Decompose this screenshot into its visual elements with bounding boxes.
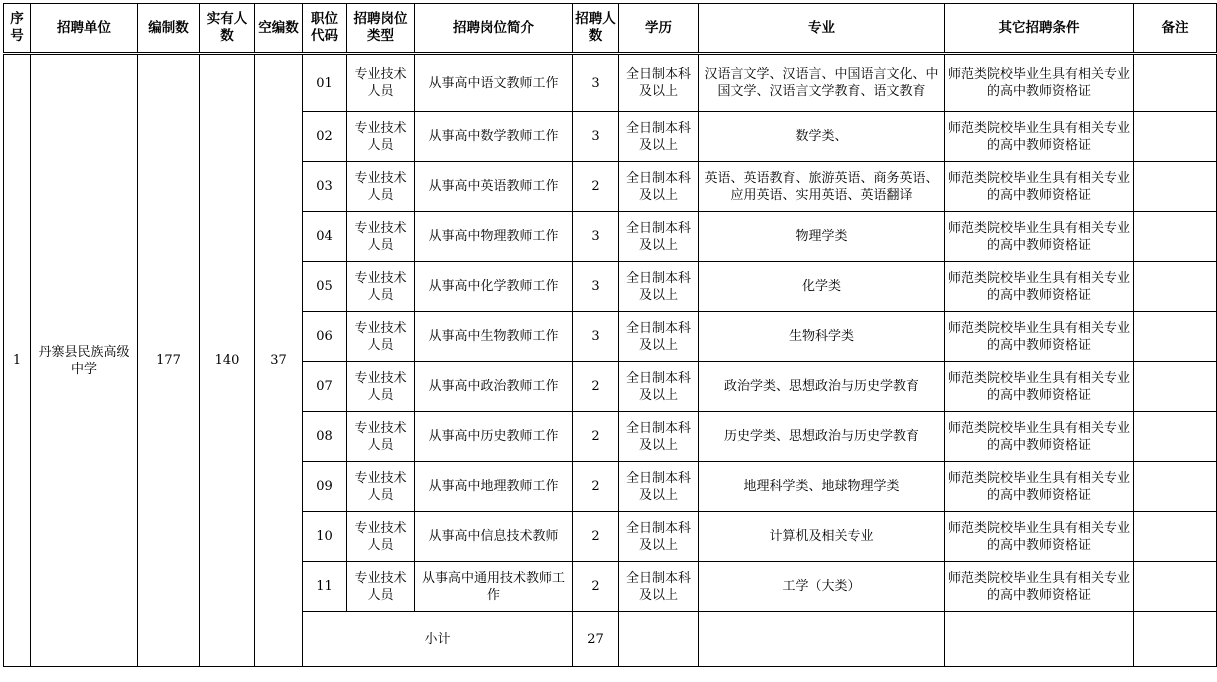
position-major: 英语、英语教育、旅游英语、商务英语、应用英语、实用英语、英语翻译 [699,162,945,212]
position-note [1134,162,1217,212]
header-code: 职位代码 [303,4,347,53]
position-other-conditions: 师范类院校毕业生具有相关专业的高中教师资格证 [945,312,1134,362]
position-major: 生物科学类 [699,312,945,362]
position-education: 全日制本科及以上 [619,162,699,212]
table-row [4,55,1217,112]
position-intro: 从事高中政治教师工作 [415,362,573,412]
unit-quota: 177 [138,55,200,667]
position-code: 10 [303,512,347,562]
header-type: 招聘岗位类型 [347,4,415,53]
position-intro: 从事高中信息技术教师 [415,512,573,562]
position-other-conditions: 师范类院校毕业生具有相关专业的高中教师资格证 [945,162,1134,212]
position-intro: 从事高中通用技术教师工作 [415,562,573,612]
position-education: 全日制本科及以上 [619,412,699,462]
header-unit: 招聘单位 [31,4,138,53]
subtotal-label: 小计 [303,612,573,667]
position-education: 全日制本科及以上 [619,55,699,112]
header-vacant: 空编数 [255,4,303,53]
position-note [1134,562,1217,612]
position-education: 全日制本科及以上 [619,562,699,612]
unit-name: 丹寨县民族高级中学 [31,55,138,667]
position-type: 专业技术人员 [347,212,415,262]
position-type: 专业技术人员 [347,562,415,612]
position-other-conditions: 师范类院校毕业生具有相关专业的高中教师资格证 [945,562,1134,612]
position-note [1134,362,1217,412]
position-other-conditions: 师范类院校毕业生具有相关专业的高中教师资格证 [945,212,1134,262]
header-seq: 序号 [4,4,31,53]
position-type: 专业技术人员 [347,112,415,162]
position-other-conditions: 师范类院校毕业生具有相关专业的高中教师资格证 [945,262,1134,312]
unit-vacant: 37 [255,55,303,667]
position-count: 2 [573,362,619,412]
header-major: 专业 [699,4,945,53]
position-education: 全日制本科及以上 [619,312,699,362]
position-other-conditions: 师范类院校毕业生具有相关专业的高中教师资格证 [945,55,1134,112]
position-count: 3 [573,312,619,362]
position-count: 2 [573,462,619,512]
subtotal-note-empty [1134,612,1217,667]
position-education: 全日制本科及以上 [619,512,699,562]
position-other-conditions: 师范类院校毕业生具有相关专业的高中教师资格证 [945,412,1134,462]
position-intro: 从事高中物理教师工作 [415,212,573,262]
subtotal-count: 27 [573,612,619,667]
subtotal-major-empty [699,612,945,667]
position-count: 3 [573,112,619,162]
position-education: 全日制本科及以上 [619,462,699,512]
position-code: 06 [303,312,347,362]
position-intro: 从事高中地理教师工作 [415,462,573,512]
position-code: 08 [303,412,347,462]
recruitment-table [3,3,1217,667]
position-count: 2 [573,162,619,212]
unit-seq: 1 [4,55,31,667]
position-major: 工学（大类） [699,562,945,612]
position-major: 历史学类、思想政治与历史学教育 [699,412,945,462]
position-other-conditions: 师范类院校毕业生具有相关专业的高中教师资格证 [945,512,1134,562]
header-quota: 编制数 [138,4,200,53]
position-code: 09 [303,462,347,512]
unit-actual: 140 [200,55,255,667]
position-note [1134,112,1217,162]
position-education: 全日制本科及以上 [619,362,699,412]
position-major: 政治学类、思想政治与历史学教育 [699,362,945,412]
position-count: 2 [573,412,619,462]
header-actual: 实有人数 [200,4,255,53]
header-count: 招聘人数 [573,4,619,53]
position-type: 专业技术人员 [347,462,415,512]
position-type: 专业技术人员 [347,162,415,212]
position-code: 05 [303,262,347,312]
header-intro: 招聘岗位简介 [415,4,573,53]
position-intro: 从事高中英语教师工作 [415,162,573,212]
position-code: 11 [303,562,347,612]
position-major: 地理科学类、地球物理学类 [699,462,945,512]
position-note [1134,512,1217,562]
position-note [1134,55,1217,112]
position-education: 全日制本科及以上 [619,112,699,162]
position-code: 01 [303,55,347,112]
position-major: 物理学类 [699,212,945,262]
subtotal-other-empty [945,612,1134,667]
header-note: 备注 [1134,4,1217,53]
position-note [1134,262,1217,312]
header-other: 其它招聘条件 [945,4,1134,53]
position-code: 03 [303,162,347,212]
position-code: 04 [303,212,347,262]
position-type: 专业技术人员 [347,262,415,312]
position-code: 07 [303,362,347,412]
position-count: 2 [573,512,619,562]
position-code: 02 [303,112,347,162]
position-intro: 从事高中数学教师工作 [415,112,573,162]
position-type: 专业技术人员 [347,362,415,412]
position-count: 3 [573,55,619,112]
header-row [4,4,1217,53]
position-note [1134,212,1217,262]
position-count: 2 [573,562,619,612]
header-edu: 学历 [619,4,699,53]
position-other-conditions: 师范类院校毕业生具有相关专业的高中教师资格证 [945,362,1134,412]
position-type: 专业技术人员 [347,512,415,562]
position-education: 全日制本科及以上 [619,212,699,262]
position-note [1134,312,1217,362]
subtotal-education-empty [619,612,699,667]
position-major: 化学类 [699,262,945,312]
position-other-conditions: 师范类院校毕业生具有相关专业的高中教师资格证 [945,462,1134,512]
position-intro: 从事高中化学教师工作 [415,262,573,312]
position-note [1134,412,1217,462]
position-intro: 从事高中历史教师工作 [415,412,573,462]
position-intro: 从事高中语文教师工作 [415,55,573,112]
position-intro: 从事高中生物教师工作 [415,312,573,362]
position-type: 专业技术人员 [347,312,415,362]
position-major: 汉语言文学、汉语言、中国语言文化、中国文学、汉语言文学教育、语文教育 [699,55,945,112]
position-note [1134,462,1217,512]
position-education: 全日制本科及以上 [619,262,699,312]
position-major: 数学类、 [699,112,945,162]
position-major: 计算机及相关专业 [699,512,945,562]
position-type: 专业技术人员 [347,412,415,462]
position-count: 3 [573,212,619,262]
position-count: 3 [573,262,619,312]
position-other-conditions: 师范类院校毕业生具有相关专业的高中教师资格证 [945,112,1134,162]
position-type: 专业技术人员 [347,55,415,112]
